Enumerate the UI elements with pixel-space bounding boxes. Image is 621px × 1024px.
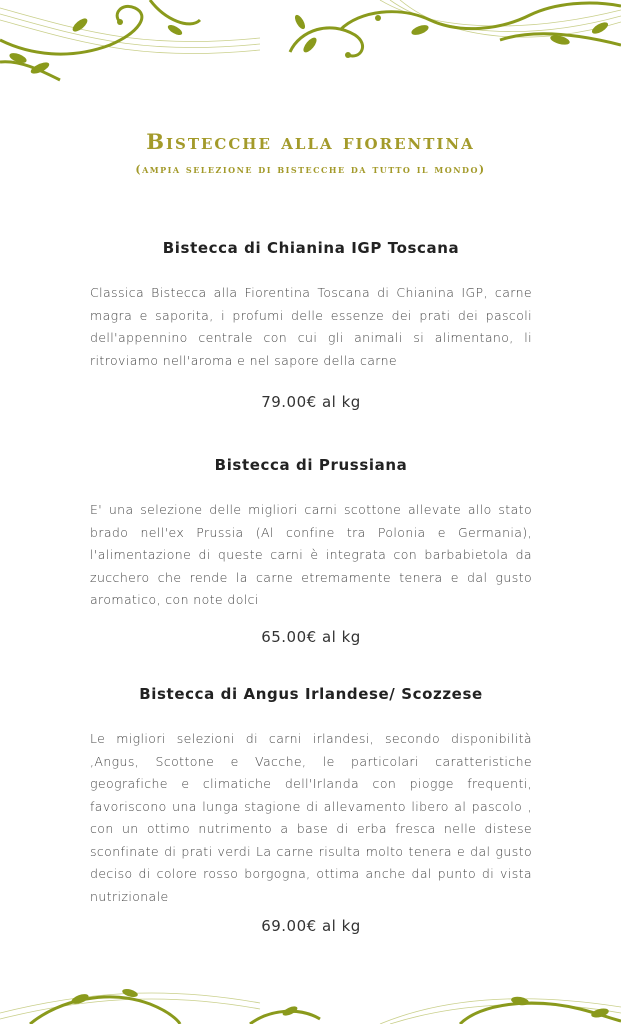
item-name: Bistecca di Angus Irlandese/ Scozzese — [139, 685, 483, 703]
top-floral-ornament — [0, 0, 621, 90]
item-price: 69.00€ al kg — [261, 917, 361, 935]
floral-vine-icon — [0, 979, 621, 1024]
item-price: 65.00€ al kg — [261, 628, 361, 646]
menu-header — [0, 128, 621, 178]
bottom-floral-ornament — [0, 979, 621, 1024]
floral-vine-icon — [0, 0, 621, 90]
menu-item-prussiana — [90, 455, 532, 612]
item-description: Classica Bistecca alla Fiorentina Toscana di Chianina IGP, carne magra e saporita, i profumi delle essenze dei prati dei pascoli dell'appennino centrale con cui gli animali si alimentano, li ritroviamo nell'aroma e nel sapore della carne — [90, 285, 532, 368]
page-subtitle: (ampia selezione di bistecche da tutto il mondo) — [135, 163, 486, 176]
page-title: Bistecche alla fiorentina — [146, 129, 475, 154]
item-name: Bistecca di Chianina IGP Toscana — [162, 239, 460, 257]
item-description: E' una selezione delle migliori carni scottone allevate allo stato brado nell'ex Prussia (Al confine tra Polonia e Germania), l'alimentazione di queste carni è integrata con barbabietola da zucchero che rende la carne etremamente tenera e dal gusto aromatico, con note dolci — [90, 502, 532, 607]
item-price: 79.00€ al kg — [261, 393, 361, 411]
menu-item-chianina — [90, 238, 532, 372]
item-description: Le migliori selezioni di carni irlandesi, secondo disponibilità ,Angus, Scottone e Vacche, le particolari caratteristiche geografiche e climatiche dell'Irlanda con piogge frequenti, favoriscono una lunga stagione di allevamento libero al pascolo , con un ottimo nutrimento a base di erba fresca nelle distese sconfinate di prati verdi La carne risulta molto tenera e dal gusto deciso di colore rosso borgogna, ottima anche dal punto di vista nutrizionale — [90, 731, 532, 904]
item-name: Bistecca di Prussiana — [214, 456, 408, 474]
menu-item-angus — [90, 684, 532, 908]
